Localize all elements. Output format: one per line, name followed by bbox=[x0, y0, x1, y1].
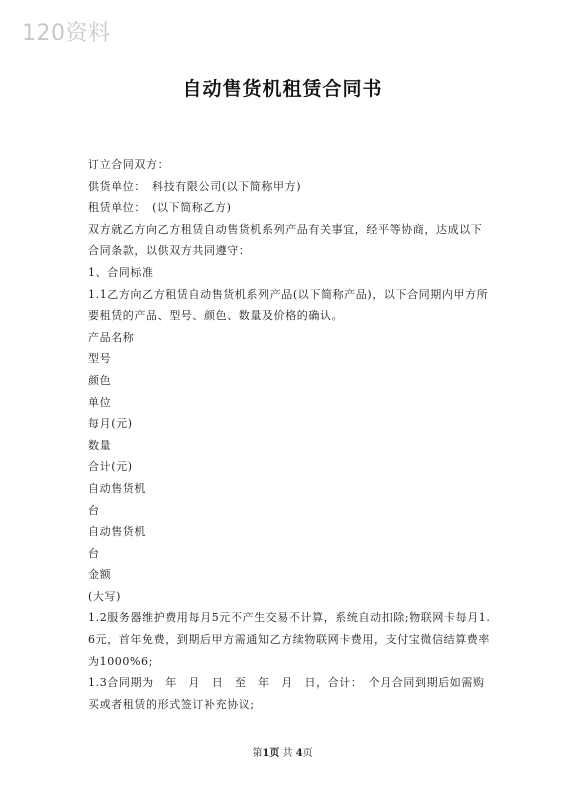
table-header-product-name: 产品名称 bbox=[88, 330, 135, 344]
paragraph: 租赁单位： (以下简称乙方) bbox=[88, 201, 232, 215]
table-cell-product: 自动售货机 bbox=[88, 525, 146, 539]
total-pages-number: 4 bbox=[295, 748, 303, 759]
footer-page-unit: 页 bbox=[269, 748, 280, 759]
paragraph: 供货单位： 科技有限公司(以下简称甲方) bbox=[88, 179, 302, 193]
section-heading: 1、合同标准 bbox=[88, 265, 154, 279]
footer-total-unit: 页 bbox=[302, 748, 313, 759]
paragraph: 1.1乙方向乙方租赁自动售货机系列产品(以下简称产品)，以下合同期内甲方所要租赁的产品、型号、颜色、数量及价格的确认。 bbox=[88, 287, 489, 323]
paragraph: 1.2服务器维护费用每月5元不产生交易不计算，系统自动扣除;物联网卡每月1.6元，首年免费，到期后甲方需通知乙方续物联网卡费用，支付宝微信结算费率为1000%6; bbox=[88, 611, 491, 668]
footer-prefix: 第 bbox=[252, 748, 263, 759]
table-header-quantity: 数量 bbox=[88, 438, 112, 452]
current-page-number: 1 bbox=[262, 748, 270, 759]
table-header-monthly: 每月(元) bbox=[88, 417, 133, 431]
paragraph: 1.3合同期为 年 月 日 至 年 月 日，合计： 个月合同到期后如需购买或者租赁的形式签订补充协议; bbox=[88, 676, 485, 711]
table-cell-unit: 台 bbox=[88, 546, 100, 560]
watermark-logo: 120资料 bbox=[22, 21, 111, 46]
paragraph: 双方就乙方向乙方租赁自动售货机系列产品有关事宜，经平等协商，达成以下合同条款，以供双方共同遵守： bbox=[88, 222, 483, 258]
table-header-unit: 单位 bbox=[88, 395, 112, 409]
table-header-model: 型号 bbox=[88, 352, 112, 366]
amount-label: 金额 bbox=[88, 568, 112, 582]
amount-words-label: (大写) bbox=[88, 589, 121, 603]
table-header-total: 合计(元) bbox=[88, 460, 133, 474]
table-cell-unit: 台 bbox=[88, 503, 100, 517]
paragraph: 订立合同双方： bbox=[88, 158, 170, 171]
footer-middle: 共 bbox=[282, 748, 293, 759]
page-footer bbox=[0, 744, 565, 759]
table-cell-product: 自动售货机 bbox=[88, 481, 146, 495]
document-title: 自动售货机租赁合同书 bbox=[182, 78, 383, 100]
document-body bbox=[88, 154, 492, 715]
table-header-color: 颜色 bbox=[88, 373, 112, 387]
